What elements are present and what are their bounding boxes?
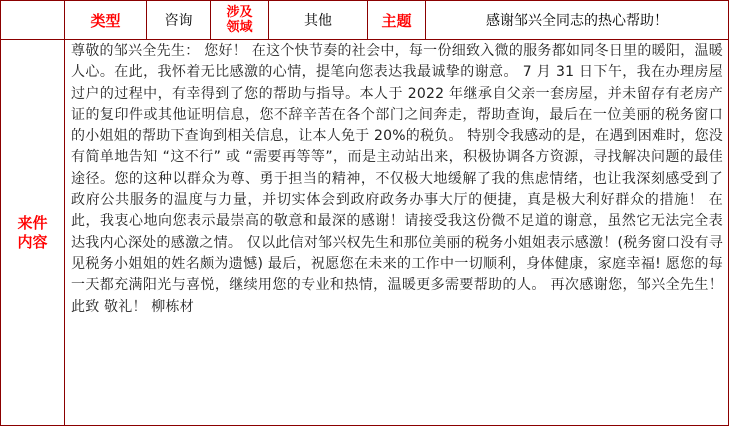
subject-label: 主题: [381, 11, 412, 30]
letter-content: 尊敬的邹兴全先生： 您好！ 在这个快节奏的社会中，每一份细致入微的服务都如同冬日里的暖阳，温暖人心。在此，我怀着无比感激的心情，提笔向您表达我最诚挚的谢意。 7 月 31 日下午，我在办理房屋过户的过程中，有幸得到了您的帮助与指导。本人于 2022 年继承自父亲一套房屋，并未留存有老房产证的复印件或其他证明信息，您不辞辛苦在各个部门之间奔走，帮助查询，最后在一位美丽的税务窗口的小姐姐的帮助下查询到相关信息，让本人免于 20%的税负。 特别令我感动的是，在遇到困难时，您没有简单地告知 “这不行” 或 “需要再等等”，而是主动站出来，积极协调各方资源，寻找解决问题的最佳途径。您的这种以群众为尊、勇于担当的精神，不仅极大地缓解了我的焦虑情绪，也让我深刻感受到了政府公共服务的温度与力量，并切实体会到政府政务办事大厅的便捷，真是极大利好群众的措施！ 在此，我衷心地向您表示最崇高的敬意和最深的感谢！请接受我这份微不足道的谢意，虽然它无法完全表达我内心深处的感激之情。 仅以此信对邹兴权先生和那位美丽的税务小姐姐表示感激！(税务窗口没有寻见税务小姐姐的姓名颇为遗憾) 最后，祝愿您在未来的工作中一切顺利，身体健康，家庭幸福! 愿您的每一天都充满阳光与喜悦，继续用您的专业和热情，温暖更多需要帮助的人。 再次感谢您，邹兴全先生！ 此致 敬礼！ 柳栋材: [71, 43, 723, 315]
header-divider: [1, 1, 728, 40]
type-value: 咨询: [164, 13, 193, 29]
type-label: 类型: [90, 11, 121, 30]
body-label: 来件内容: [17, 213, 48, 251]
body-label-cell: [1, 40, 65, 425]
subject-value: 感谢邹兴全同志的热心帮助！: [486, 13, 668, 29]
domain-value: 其他: [304, 13, 332, 29]
domain-label: 涉及领域: [226, 5, 253, 35]
